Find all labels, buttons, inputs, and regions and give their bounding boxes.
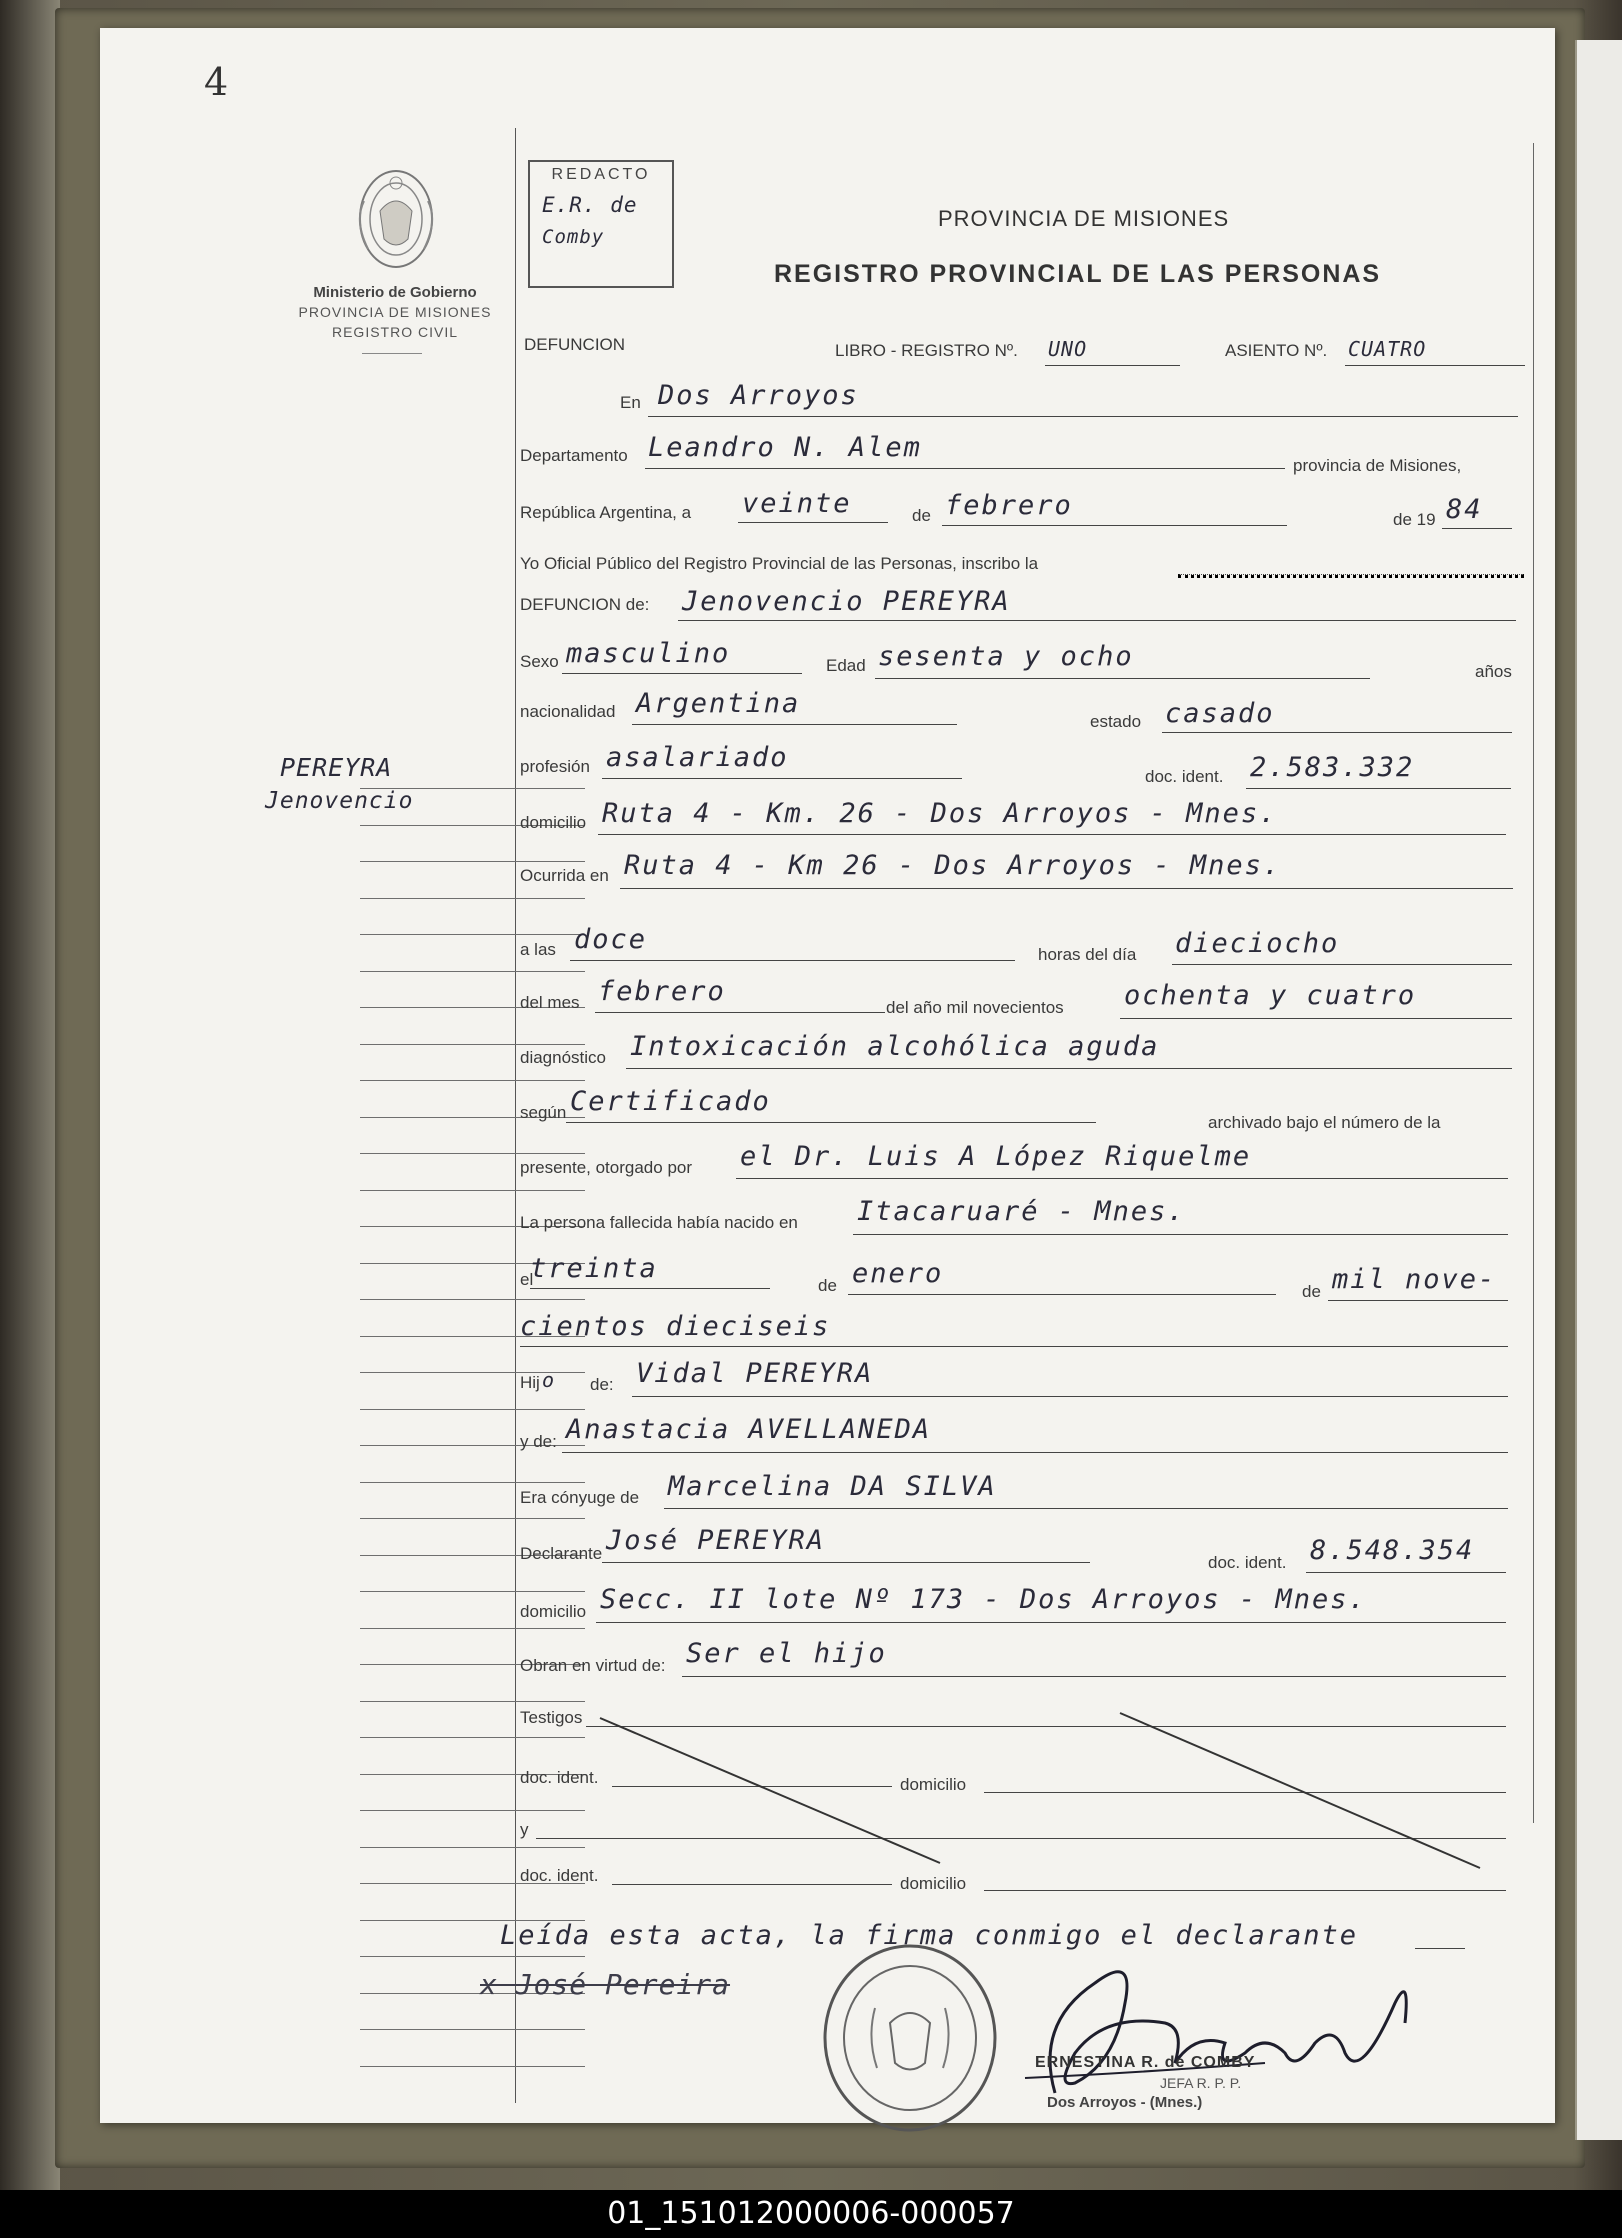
- margin-rule: [360, 1482, 585, 1483]
- book-edge: [0, 0, 60, 2190]
- ano-value: ochenta y cuatro: [1124, 980, 1417, 1011]
- presente-label: presente, otorgado por: [520, 1158, 693, 1177]
- virtud-value: Ser el hijo: [686, 1638, 887, 1669]
- anos-label: años: [1475, 662, 1512, 681]
- margin-rule: [360, 2029, 585, 2030]
- margin-rule: [360, 898, 585, 899]
- republica-label: República Argentina, a: [520, 503, 692, 522]
- nacido-value: Itacaruaré - Mnes.: [857, 1196, 1186, 1227]
- nacido-label: La persona fallecida había nacido en: [520, 1213, 798, 1232]
- margin-rule: [360, 934, 585, 935]
- margin-rule: [360, 1080, 585, 1081]
- ocurrida-value: Ruta 4 - Km 26 - Dos Arroyos - Mnes.: [624, 850, 1282, 881]
- ministry-registry: REGISTRO CIVIL: [331, 324, 459, 340]
- registry-page: [100, 28, 1555, 2123]
- ministry-title: Ministerio de Gobierno: [313, 284, 477, 301]
- deceased-name: Jenovencio PEREYRA: [682, 586, 1011, 617]
- testigos-label: Testigos: [520, 1708, 583, 1727]
- conyuge-value: Marcelina DA SILVA: [668, 1471, 997, 1502]
- province-heading: PROVINCIA DE MISIONES: [938, 206, 1230, 231]
- nac-month-value: enero: [852, 1258, 944, 1289]
- official-title: JEFA R. P. P.: [1160, 2075, 1242, 2091]
- conyuge-label: Era cónyuge de: [520, 1488, 640, 1507]
- sexo-value: masculino: [566, 638, 731, 669]
- testigo2-domicilio-label: domicilio: [900, 1874, 967, 1893]
- estado-value: casado: [1165, 698, 1275, 729]
- testigos-cancel-strokes: [580, 1688, 1520, 1908]
- testigo1-domicilio-label: domicilio: [900, 1775, 967, 1794]
- dia-value: dieciocho: [1175, 928, 1340, 959]
- oficial-text: Yo Oficial Público del Registro Provincial de las Personas, inscribo la: [520, 554, 1039, 573]
- column-divider: [515, 128, 516, 2103]
- decl-dom-label: domicilio: [520, 1602, 587, 1621]
- footer-document-id: 01_151012000006-000057: [607, 2196, 1015, 2231]
- year-label: de 19: [1393, 510, 1436, 529]
- mother-value: Anastacia AVELLANEDA: [566, 1414, 932, 1445]
- hijo-label: Hij: [520, 1373, 540, 1392]
- margin-rule: [360, 1153, 585, 1154]
- otorgado-value: el Dr. Luis A López Riquelme: [740, 1141, 1252, 1172]
- margin-rule: [360, 1044, 585, 1045]
- redacto-title: REDACTO: [551, 166, 651, 183]
- edad-value: sesenta y ocho: [878, 641, 1134, 672]
- declarante-label: Declarante: [520, 1544, 603, 1563]
- provincia-suffix: provincia de Misiones,: [1293, 456, 1462, 475]
- margin-rule: [360, 861, 585, 862]
- en-value: Dos Arroyos: [658, 380, 859, 411]
- mes-value: febrero: [598, 976, 726, 1007]
- segun-label: según: [520, 1103, 567, 1122]
- y-label: y: [520, 1820, 529, 1839]
- margin-rule: [360, 1591, 585, 1592]
- margin-surname: PEREYRA: [280, 753, 393, 782]
- asiento-label: ASIENTO Nº.: [1225, 341, 1328, 360]
- hora-value: doce: [574, 924, 648, 955]
- official-place: Dos Arroyos - (Mnes.): [1047, 2094, 1203, 2111]
- departamento-value: Leandro N. Alem: [648, 432, 922, 463]
- domicilio-value: Ruta 4 - Km. 26 - Dos Arroyos - Mnes.: [602, 798, 1278, 829]
- nac-year-value1: mil nove-: [1332, 1264, 1497, 1295]
- margin-rule: [360, 2066, 585, 2067]
- margin-given-name: Jenovencio: [265, 788, 414, 814]
- redacto-line1: E.R. de: [542, 193, 638, 217]
- ministry-province: PROVINCIA DE MISIONES: [298, 304, 492, 320]
- delano-label: del año mil novecientos: [886, 998, 1064, 1017]
- profesion-value: asalariado: [606, 742, 789, 773]
- edad-label: Edad: [826, 656, 866, 675]
- nac-de1-label: de: [818, 1276, 837, 1295]
- diagnostico-label: diagnóstico: [520, 1048, 607, 1067]
- decl-doc-label: doc. ident.: [1208, 1553, 1287, 1572]
- hijo-suffix: o: [542, 1368, 556, 1392]
- coat-of-arms-icon: [350, 161, 442, 276]
- registry-heading: REGISTRO PROVINCIAL DE LAS PERSONAS: [774, 260, 1382, 288]
- declarante-value: José PEREYRA: [606, 1525, 826, 1556]
- virtud-label: Obran en virtud de:: [520, 1656, 666, 1675]
- margin-rule: [360, 1299, 585, 1300]
- margin-rule: [360, 1190, 585, 1191]
- departamento-label: Departamento: [520, 446, 628, 465]
- page-number: 4: [204, 60, 229, 104]
- margin-rule: [360, 1701, 585, 1702]
- profesion-label: profesión: [520, 757, 590, 776]
- margin-rule: [360, 1409, 585, 1410]
- closing-statement: Leída esta acta, la firma conmigo el declarante: [500, 1920, 1359, 1951]
- margin-rule: [360, 1518, 585, 1519]
- el-label: el: [520, 1270, 534, 1289]
- doc-label: doc. ident.: [1145, 767, 1224, 786]
- nacionalidad-value: Argentina: [636, 688, 801, 719]
- official-stamp-icon: [815, 1938, 1005, 2138]
- nac-year-value2: cientos dieciseis: [520, 1311, 831, 1342]
- margin-rule: [360, 1847, 585, 1848]
- month-value: febrero: [945, 490, 1073, 521]
- hijo-de-label: de:: [590, 1375, 614, 1394]
- margin-rule: [360, 1737, 585, 1738]
- estado-label: estado: [1090, 712, 1142, 731]
- delmes-label: del mes: [520, 993, 580, 1012]
- margin-rule: [360, 1628, 585, 1629]
- official-name: ERNESTINA R. de COMBY: [1035, 2054, 1256, 2071]
- testigo1-doc-label: doc. ident.: [520, 1768, 599, 1787]
- nac-de2-label: de: [1302, 1282, 1321, 1301]
- defuncion-de-label: DEFUNCION de:: [520, 595, 650, 614]
- right-border: [1533, 143, 1534, 1823]
- date-de-label: de: [912, 506, 931, 525]
- form-type-label: DEFUNCION: [524, 335, 626, 354]
- yde-label: y de:: [520, 1432, 557, 1451]
- domicilio-label: domicilio: [520, 813, 587, 832]
- segun-value: Certificado: [570, 1086, 771, 1117]
- diagnostico-value: Intoxicación alcohólica aguda: [630, 1031, 1160, 1062]
- father-value: Vidal PEREYRA: [636, 1358, 874, 1389]
- margin-rule: [360, 1956, 585, 1957]
- margin-rule: [360, 1810, 585, 1811]
- asiento-value: CUATRO: [1348, 337, 1427, 361]
- horas-label: horas del día: [1038, 945, 1137, 964]
- en-label: En: [620, 393, 641, 412]
- sexo-label: Sexo: [520, 652, 559, 671]
- testigo2-doc-label: doc. ident.: [520, 1866, 599, 1885]
- decl-dom-value: Secc. II lote Nº 173 - Dos Arroyos - Mnes.: [600, 1584, 1367, 1615]
- redacto-line2: Comby: [542, 226, 605, 248]
- alas-label: a las: [520, 940, 556, 959]
- archivado-label: archivado bajo el número de la: [1208, 1113, 1441, 1132]
- nac-day-value: treinta: [530, 1253, 658, 1284]
- facing-page: [1575, 40, 1622, 2140]
- doc-value: 2.583.332: [1250, 752, 1415, 783]
- libro-label: LIBRO - REGISTRO Nº.: [835, 341, 1018, 360]
- year-value: 84: [1446, 494, 1483, 525]
- day-value: veinte: [742, 488, 852, 519]
- margin-rule: [360, 971, 585, 972]
- nacionalidad-label: nacionalidad: [520, 702, 616, 721]
- declarant-signature: x José Pereira: [480, 1968, 731, 2001]
- libro-value: UNO: [1048, 337, 1088, 361]
- ocurrida-label: Ocurrida en: [520, 866, 609, 885]
- decl-doc-value: 8.548.354: [1310, 1535, 1475, 1566]
